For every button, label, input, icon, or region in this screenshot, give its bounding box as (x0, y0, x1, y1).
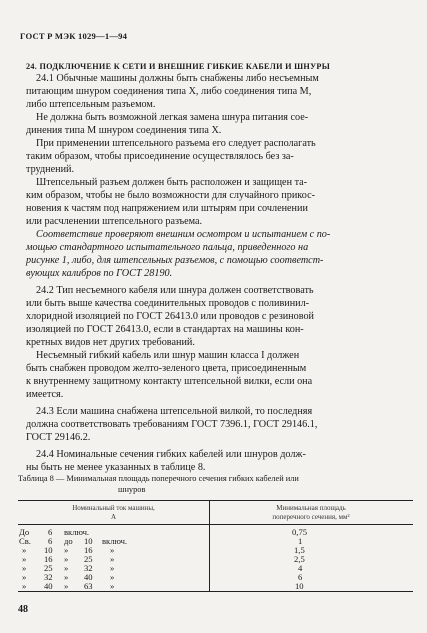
table-caption: Таблица 8 — Минимальная площадь поперечного сечения гибких кабелей или (18, 474, 299, 483)
text-line: кретных видов нет других требований. (26, 337, 195, 348)
text-line-italic: вующих калибров по ГОСТ 28190. (26, 268, 173, 279)
text-line: труднений. (26, 164, 75, 175)
text-line: 24.4 Номинальные сечения гибких кабелей или шнуров долж- (36, 449, 306, 460)
text-line-italic: мощью стандартного испытательного пальца, приведенного на (26, 242, 309, 253)
document-header: ГОСТ Р МЭК 1029—1—94 (20, 31, 128, 41)
page-number: 48 (18, 604, 28, 615)
table-header-rule (18, 524, 413, 525)
table-bottom-rule (18, 591, 413, 592)
text-line: ким образом, чтобы не было возможности для случайного прикос- (26, 190, 315, 201)
text-line: или расчленении штепсельного разъема. (26, 216, 203, 227)
text-line: хлоридной изоляцией по ГОСТ 26413.0 или проводов с резиновой (26, 311, 315, 322)
text-line: либо штепсельным разъемом. (26, 99, 156, 110)
text-line-italic: Соответствие проверяют внешним осмотром и испытанием с по- (36, 229, 331, 240)
text-line: 24.2 Тип несъемного кабеля или шнура должен соответствовать (36, 285, 314, 296)
text-line: 24.1 Обычные машины должны быть снабжены либо несъемным (36, 73, 319, 84)
table-caption-continued: шнуров (118, 485, 146, 494)
text-line: ГОСТ 29146.2. (26, 432, 91, 443)
table-top-rule (18, 500, 413, 501)
text-line: питающим шнуром соединения типа X, либо соединения типа M, (26, 86, 312, 97)
text-line: быть снабжен проводом желто-зеленого цвета, присоединенным (26, 363, 307, 374)
text-line: Штепсельный разъем должен быть расположен и защищен та- (36, 177, 308, 188)
text-line-italic: рисунке 1, либо, для штепсельных разъемов, с помощью соответст- (26, 255, 324, 266)
text-line: или быть выше качества соединительных проводов с поливинил- (26, 298, 310, 309)
text-line: к внутреннему защитному контакту штепсельной вилки, если она (26, 376, 313, 387)
text-line: Несъемный гибкий кабель или шнур машин класса I должен (36, 350, 300, 361)
text-line: должна соответствовать требованиям ГОСТ 7396.1, ГОСТ 29146.1, (26, 419, 318, 430)
text-line: При применении штепсельного разъема его следует располагать (36, 138, 316, 149)
table-header-area: Минимальная площадь поперечного сечения, мм² (272, 504, 350, 521)
text-line: Не должна быть возможной легкая замена шнура питания сое- (36, 112, 309, 123)
section-title: 24. ПОДКЛЮЧЕНИЕ К СЕТИ И ВНЕШНИЕ ГИБКИЕ КАБЕЛИ И ШНУРЫ (26, 62, 331, 71)
text-line: изоляцией по ГОСТ 26413.0, если в стандартах на машины кон- (26, 324, 304, 335)
text-line: новения к частям под напряжением или штырям при сочленении (26, 203, 308, 214)
table-8: Номинальный ток машины, А Минимальная площадь поперечного сечения, мм² До 6 включ. 0,75 Св. 6 до 10 включ. 1 » 10 » 16 » 1,5 » 16 » 25 » 2,5 » 25 » 32 » 4 » 32 » 40 » 6 » 40 » 63 » 10 (18, 500, 413, 611)
text-line: ны быть не менее указанных в таблице 8. (26, 462, 206, 473)
text-line: имеется. (26, 389, 64, 400)
text-line: таким образом, чтобы присоединение осуществлялось без за- (26, 151, 294, 162)
text-line: динения типа M шнуром соединения типа X. (26, 125, 222, 136)
table-header-current: Номинальный ток машины, А (72, 504, 155, 521)
text-line: 24.3 Если машина снабжена штепсельной вилкой, то последняя (36, 406, 313, 417)
